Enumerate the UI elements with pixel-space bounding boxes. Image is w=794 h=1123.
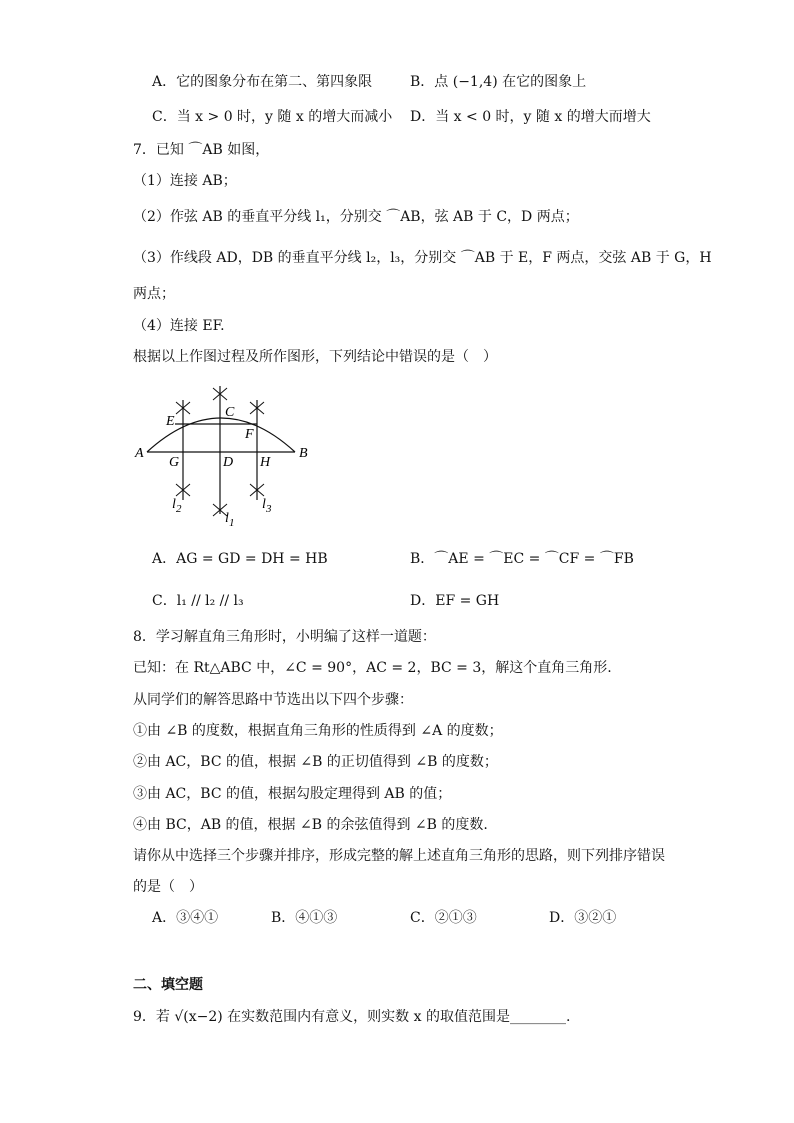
q6-option-b: B．点 (−1,4) 在它的图象上 (410, 74, 587, 90)
q7-step-1: （1）连接 AB； (133, 173, 237, 189)
label-h: H (260, 455, 271, 470)
q7-option-a: A．AG = GD = DH = HB (152, 551, 328, 567)
q7-option-c: C．l₁ // l₂ // l₃ (152, 593, 244, 609)
label-l3: l (262, 497, 266, 512)
q8-step-2: ②由 AC，BC 的值，根据 ∠B 的正切值得到 ∠B 的度数； (133, 754, 498, 770)
q7-step-3-line-2: 两点； (133, 286, 175, 302)
label-d: D (223, 455, 234, 470)
q8-question-line-1: 请你从中选择三个步骤并排序，形成完整的解上述直角三角形的思路，则下列排序错误 (133, 848, 665, 864)
q8-option-c: C．②①③ (410, 910, 477, 926)
q8-given: 已知：在 Rt△ABC 中，∠C = 90°，AC = 2，BC = 3，解这个直角三角形. (133, 660, 612, 676)
q8-step-4: ④由 BC，AB 的值，根据 ∠B 的余弦值得到 ∠B 的度数. (133, 817, 488, 833)
label-l2: l (172, 497, 176, 512)
q8-question-line-2: 的是（ ） (133, 879, 203, 895)
q8-stem: 8．学习解直角三角形时，小明编了这样一道题： (133, 629, 436, 645)
q7-question: 根据以上作图过程及所作图形，下列结论中错误的是（ ） (133, 349, 497, 365)
label-f: F (245, 427, 254, 442)
label-g: G (169, 455, 180, 470)
q8-option-a: A．③④① (152, 910, 219, 926)
q8-option-d: D．③②① (549, 910, 617, 926)
q6-option-d: D．当 x < 0 时，y 随 x 的增大而增大 (410, 109, 651, 125)
q9-stem: 9．若 √(x−2) 在实数范围内有意义，则实数 x 的取值范围是________. (133, 1009, 571, 1025)
q6-option-c: C．当 x > 0 时，y 随 x 的增大而减小 (152, 109, 393, 125)
q7-figure-svg (133, 382, 313, 532)
q8-step-1: ①由 ∠B 的度数，根据直角三角形的性质得到 ∠A 的度数； (133, 723, 503, 739)
q7-step-3-line-1: （3）作线段 AD，DB 的垂直平分线 l₂，l₃，分别交 ⌒AB 于 E，F 两点，交弦 AB 于 G，H (133, 250, 712, 266)
label-b: B (299, 446, 308, 461)
q7-option-b: B．⌒AE = ⌒EC = ⌒CF = ⌒FB (410, 551, 634, 567)
q7-geometry-figure (133, 382, 313, 532)
q8-intro: 从同学们的解答思路中节选出以下四个步骤： (133, 692, 413, 708)
q6-option-a: A．它的图象分布在第二、第四象限 (152, 74, 373, 90)
label-l1: l (225, 511, 229, 526)
q7-option-d: D．EF = GH (410, 593, 500, 609)
q7-stem: 7．已知 ⌒AB 如图， (133, 142, 270, 158)
q7-step-4: （4）连接 EF. (133, 318, 225, 334)
label-l1-sub: 1 (229, 517, 235, 529)
q8-option-b: B．④①③ (271, 910, 338, 926)
q8-step-3: ③由 AC，BC 的值，根据勾股定理得到 AB 的值； (133, 786, 452, 802)
label-l2-sub: 2 (176, 503, 182, 515)
label-e: E (166, 414, 175, 429)
label-c: C (225, 405, 235, 420)
label-a: A (135, 446, 144, 461)
label-l3-sub: 3 (266, 503, 272, 515)
section-title-fill-in: 二、填空题 (133, 977, 203, 993)
q7-step-2: （2）作弦 AB 的垂直平分线 l₁，分别交 ⌒AB，弦 AB 于 C，D 两点； (133, 209, 579, 225)
